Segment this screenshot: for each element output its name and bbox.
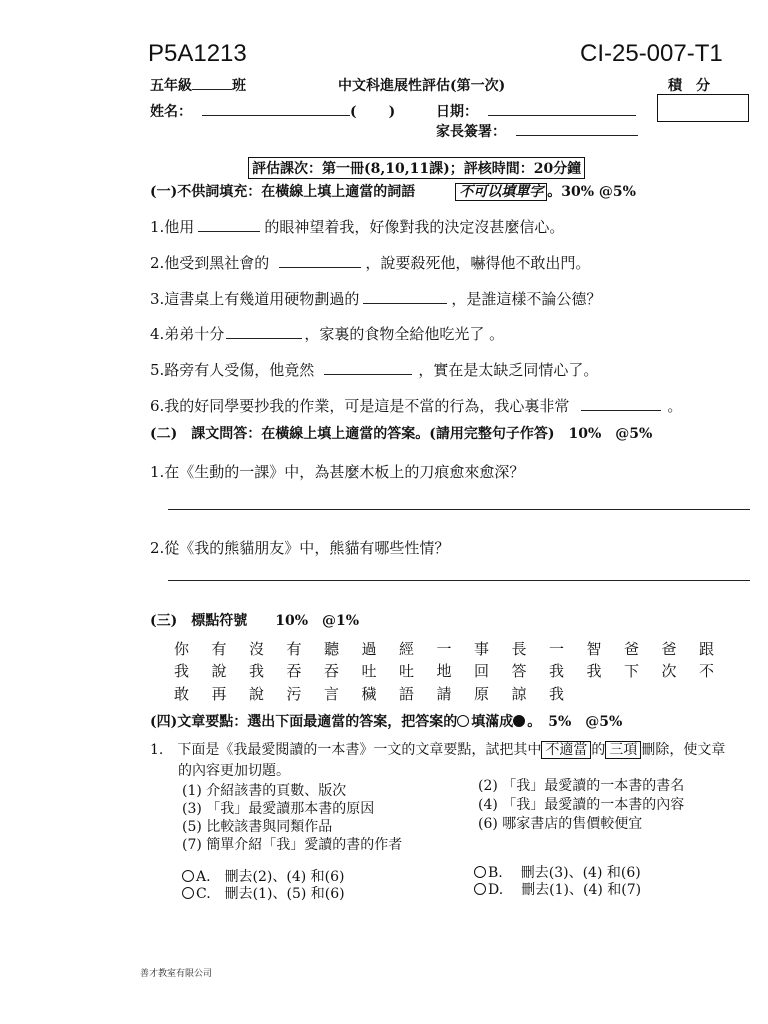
option-a-circle-icon[interactable]: [182, 870, 194, 882]
section2-question-2: 2.從《我的熊貓朋友》中，熊貓有哪些性情？: [150, 539, 450, 557]
page-title: 中文科進展性評估(第一次): [338, 78, 506, 94]
punctuation-char: 跟: [699, 640, 715, 658]
punctuation-char: 一: [436, 640, 452, 658]
punctuation-row-2: [174, 660, 737, 681]
punctuation-char: 原: [474, 685, 490, 703]
date-blank[interactable]: [488, 101, 636, 116]
punctuation-char: 說: [249, 685, 265, 703]
punctuation-char: 言: [324, 685, 340, 703]
answer-blank-2[interactable]: [279, 253, 361, 268]
option-a[interactable]: A. 刪去(2)、(4) 和(6): [182, 866, 345, 886]
punctuation-char: 語: [399, 685, 415, 703]
point-1: (1) 介紹該書的頁數、版次: [182, 783, 347, 799]
score-label: 積 分: [668, 78, 710, 94]
punctuation-row-3: [174, 683, 587, 704]
punctuation-char: 經: [399, 640, 415, 658]
publisher-footer: 善才教室有限公司: [140, 969, 213, 979]
option-d-circle-icon[interactable]: [474, 883, 486, 895]
answer-blank-5[interactable]: [324, 360, 412, 375]
answer-blank-4[interactable]: [226, 324, 302, 339]
point-5: (5) 比較該書與同類作品: [182, 819, 333, 835]
punctuation-char: 爸: [624, 640, 640, 658]
punctuation-char: 沒: [249, 640, 265, 658]
point-3: (3) 「我」最愛讀那本書的原因: [182, 801, 375, 817]
answer-blank-3[interactable]: [363, 289, 447, 304]
filled-circle-icon: [513, 715, 525, 727]
punctuation-char: 敢: [174, 685, 190, 703]
punctuation-char: 你: [174, 640, 190, 658]
punctuation-char: 吞: [286, 662, 302, 680]
point-6: (6) 哪家書店的售價較便宜: [478, 816, 643, 832]
section4-heading: (四)文章要點：選出下面最適當的答案，把答案的 填滿成 。 5% @5%: [150, 714, 623, 730]
option-c-circle-icon[interactable]: [182, 887, 194, 899]
section1-question-5: 5.路旁有人受傷，他竟然 ，實在是太缺乏同情心了。: [150, 361, 599, 379]
option-b[interactable]: B. 刪去(3)、(4) 和(6): [474, 862, 641, 882]
section1-question-4: 4.弟弟十分 ，家裏的食物全給他吃光了 。: [150, 325, 505, 343]
class-blank[interactable]: [192, 75, 232, 90]
answer-line-2[interactable]: [168, 580, 750, 581]
punctuation-char: 吐: [361, 662, 377, 680]
parent-signature-blank[interactable]: [516, 121, 638, 136]
section2-question-1: 1.在《生動的一課》中，為甚麼木板上的刀痕愈來愈深？: [150, 463, 525, 481]
punctuation-char: 爸: [661, 640, 677, 658]
option-d[interactable]: D. 刪去(1)、(4) 和(7): [474, 879, 641, 899]
option-c[interactable]: C. 刪去(1)、(5) 和(6): [182, 883, 345, 903]
punctuation-row-1: [174, 638, 737, 659]
punctuation-char: 智: [586, 640, 602, 658]
point-7: (7) 簡單介紹「我」愛讀的書的作者: [182, 837, 403, 853]
punctuation-char: 我: [549, 662, 565, 680]
punctuation-char: 吞: [324, 662, 340, 680]
point-2: (2) 「我」最愛讀的一本書的書名: [478, 778, 685, 794]
answer-blank-1[interactable]: [198, 217, 260, 232]
punctuation-char: 下: [624, 662, 640, 680]
punctuation-char: 事: [474, 640, 490, 658]
punctuation-char: 長: [511, 640, 527, 658]
point-4: (4) 「我」最愛讀的一本書的內容: [478, 797, 685, 813]
punctuation-char: 吐: [399, 662, 415, 680]
parent-signature-row: 家長簽署：: [436, 121, 638, 141]
punctuation-char: 我: [549, 685, 565, 703]
section1-question-3: 3.這書桌上有幾道用硬物劃過的 ，是誰這樣不論公德？: [150, 290, 602, 308]
punctuation-char: 諒: [511, 685, 527, 703]
section4-question-1: 1. 下面是《我最愛閱讀的一本書》一文的文章要點，試把其中 不適當 的 三項 刪除，使文章: [150, 742, 726, 758]
punctuation-char: 回: [474, 662, 490, 680]
punctuation-char: 有: [286, 640, 302, 658]
punctuation-char: 次: [661, 662, 677, 680]
section4-question-1-line2: 的內容更加切題。: [178, 763, 290, 779]
punctuation-char: 有: [211, 640, 227, 658]
assessment-info-box: 評估課次：第一冊(8,10,11課)；評核時間：20分鐘: [248, 157, 585, 179]
section1-question-2: 2.他受到黑社會的 ，說要殺死他，嚇得他不敢出門。: [150, 254, 591, 272]
name-row: 姓名： ( ): [150, 101, 395, 121]
answer-blank-6[interactable]: [581, 396, 661, 411]
punctuation-char: 過: [361, 640, 377, 658]
punctuation-char: 一: [549, 640, 565, 658]
name-blank[interactable]: [202, 101, 350, 116]
punctuation-char: 我: [174, 662, 190, 680]
no-single-word-note: 不可以填單字: [455, 183, 547, 201]
section1-question-6: 6.我的好同學要抄我的作業，可是這是不當的行為，我心裏非常 。: [150, 397, 683, 415]
empty-circle-icon: [457, 715, 469, 727]
punctuation-char: 答: [511, 662, 527, 680]
punctuation-char: 我: [249, 662, 265, 680]
punctuation-char: 穢: [361, 685, 377, 703]
punctuation-char: 我: [586, 662, 602, 680]
answer-line-1[interactable]: [168, 509, 750, 510]
punctuation-char: 污: [286, 685, 302, 703]
punctuation-char: 地: [436, 662, 452, 680]
punctuation-char: 說: [211, 662, 227, 680]
section2-heading: (二) 課文問答：在橫線上填上適當的答案。(請用完整句子作答) 10% @5%: [150, 426, 653, 442]
punctuation-char: 聽: [324, 640, 340, 658]
punctuation-char: 請: [436, 685, 452, 703]
section1-question-1: 1.他用 的眼神望着我，好像對我的決定沒甚麼信心。: [150, 218, 565, 236]
section1-heading: (一)不供詞填充：在橫線上填上適當的詞語 不可以填單字 。30% @5%: [150, 184, 636, 200]
document-code-left: P5A1213: [148, 40, 247, 67]
document-code-right: CI-25-007-T1: [580, 40, 723, 67]
date-row: 日期：: [436, 101, 636, 121]
section3-heading: (三) 標點符號 10% @1%: [150, 613, 360, 629]
punctuation-char: 再: [211, 685, 227, 703]
option-b-circle-icon[interactable]: [474, 866, 486, 878]
punctuation-char: 不: [699, 662, 715, 680]
grade-label: 五年級 班: [150, 75, 246, 95]
score-box[interactable]: [657, 94, 749, 122]
